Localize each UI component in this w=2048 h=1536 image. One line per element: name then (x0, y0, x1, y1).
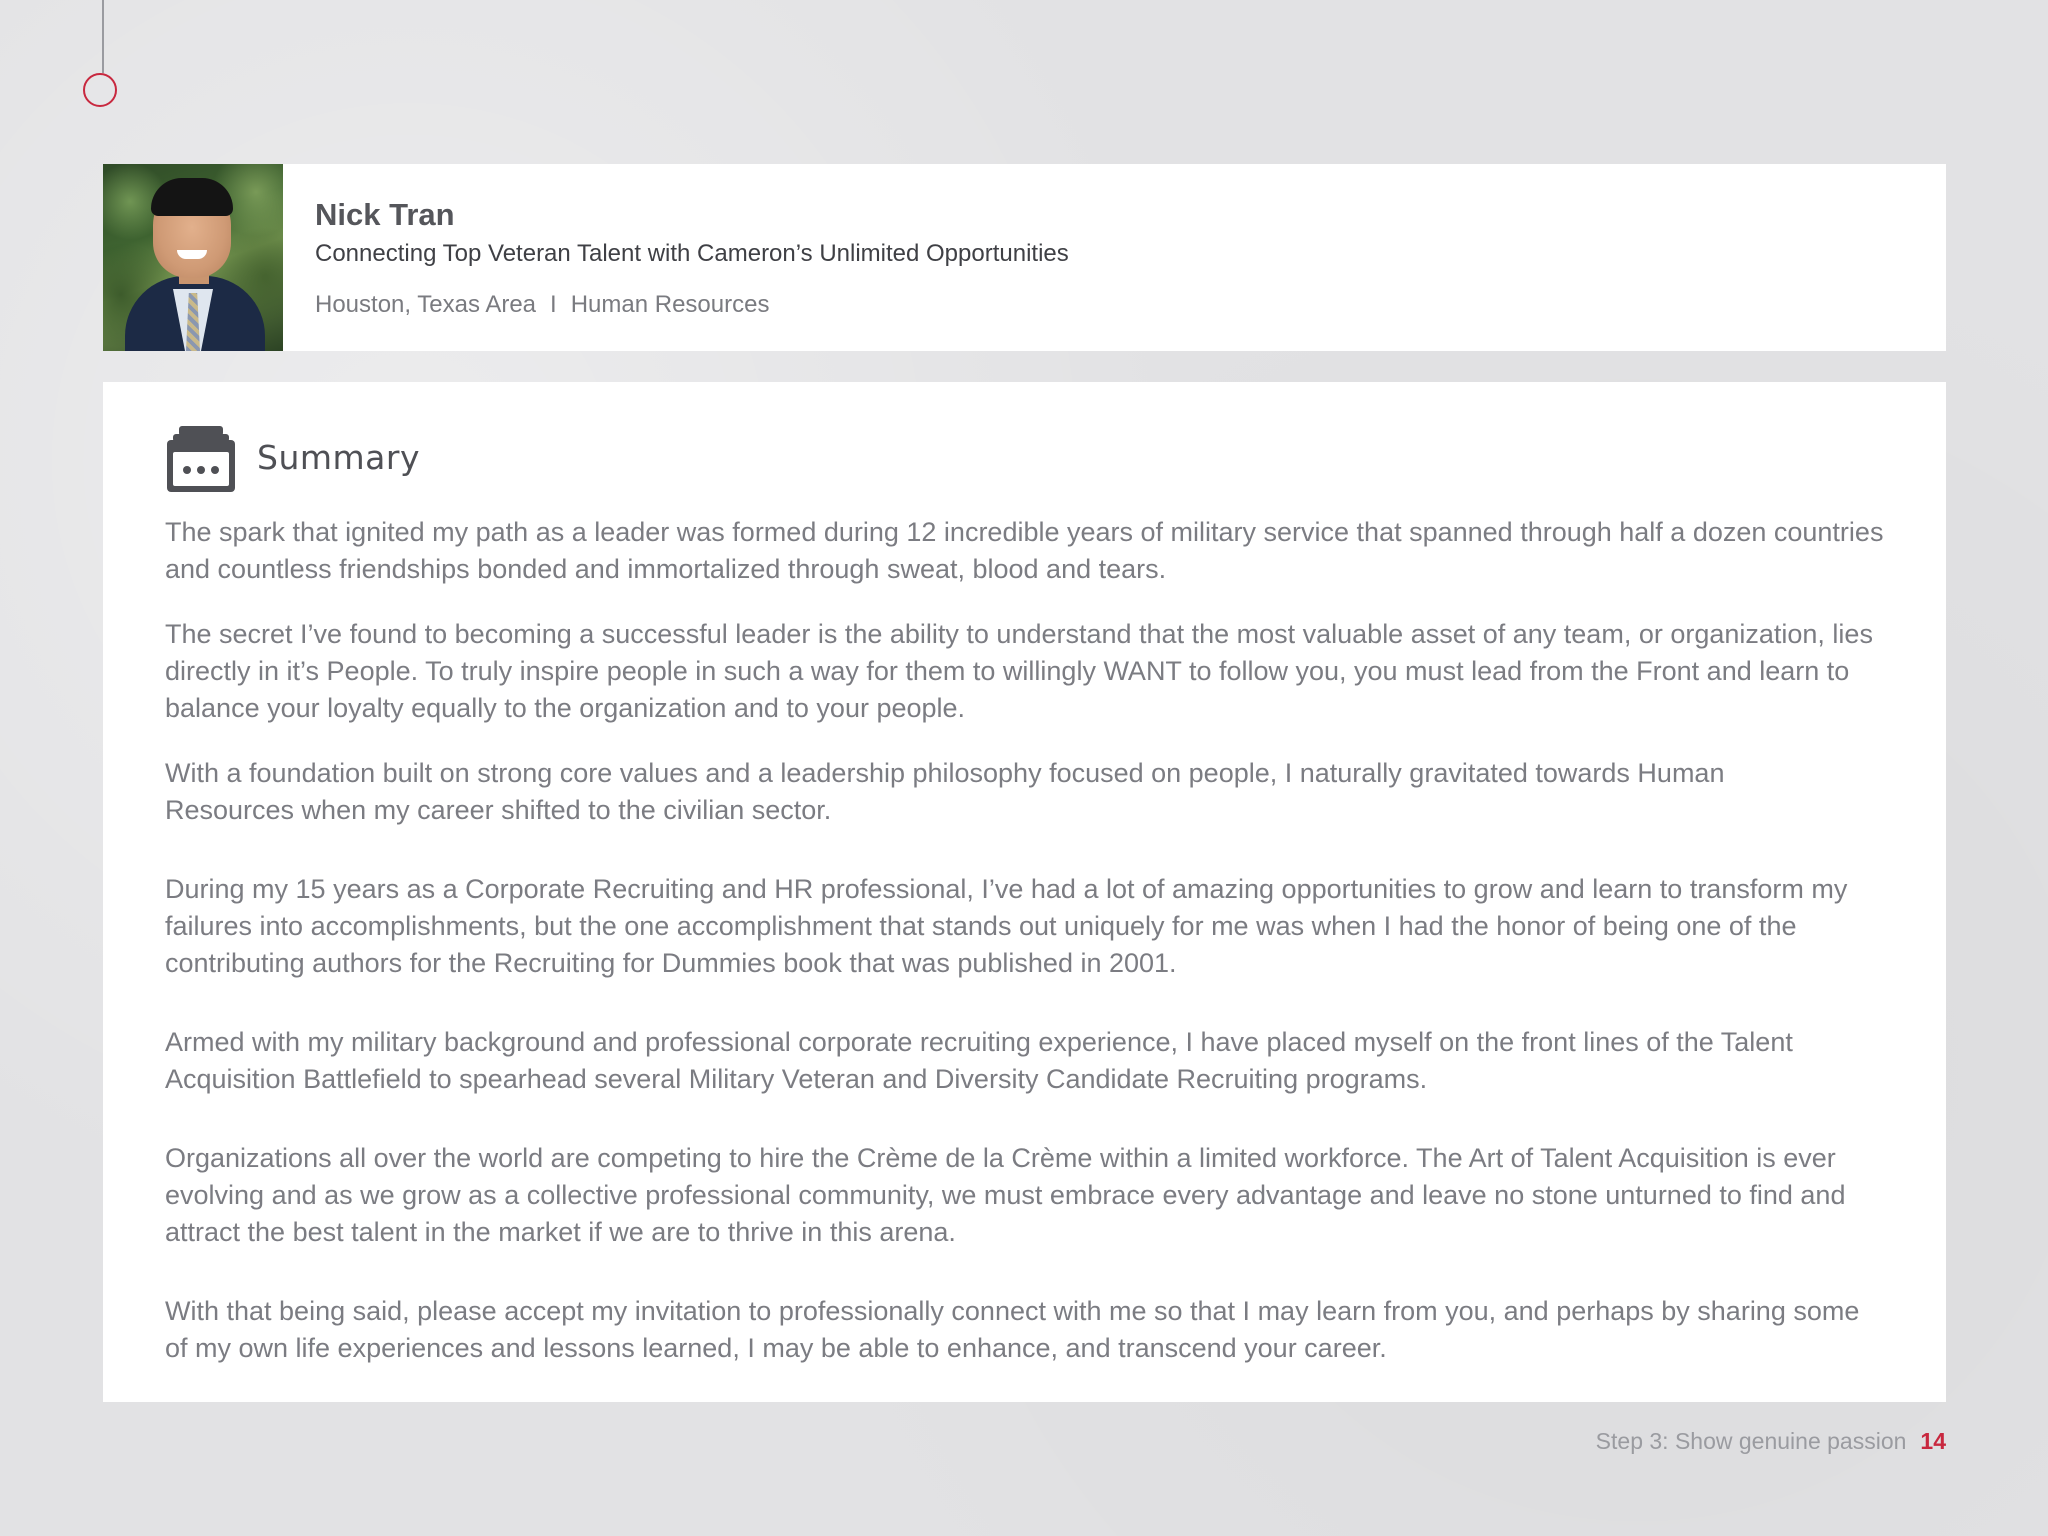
summary-body (165, 514, 1885, 1367)
profile-header-card (103, 164, 1946, 351)
profile-meta (315, 291, 1946, 320)
profile-location: Houston, Texas Area (315, 290, 537, 318)
page-number: 14 (1920, 1428, 1946, 1454)
summary-header (165, 424, 420, 494)
hanging-line-decoration (102, 0, 104, 73)
summary-paragraph: With that being said, please accept my invitation to professionally connect with me so that I may learn from you, and perhaps by sharing some of my own life experiences and lessons learned, I may be able to enhance, and transcend your career. (165, 1296, 1860, 1363)
summary-title: Summary (257, 437, 420, 477)
profile-photo[interactable] (103, 164, 283, 351)
summary-paragraph: The spark that ignited my path as a leader was formed during 12 incredible years of military service that spanned through half a dozen countries and countless friendships bonded and immortalized through sweat, blood and tears. (165, 517, 1884, 584)
summary-paragraph: During my 15 years as a Corporate Recruiting and HR professional, I’ve had a lot of amazing opportunities to grow and learn to transform my failures into accomplishments, but the one accomplishment that stands out uniquely for me was when I had the honor of being one of the contributing authors for the Recruiting for Dummies book that was published in 2001. (165, 874, 1848, 978)
profile-name[interactable]: Nick Tran (315, 197, 455, 232)
briefcase-icon (165, 424, 237, 494)
summary-paragraph: Armed with my military background and professional corporate recruiting experience, I have placed myself on the front lines of the Talent Acquisition Battlefield to spearhead several Military Veteran and Diversity Candidate Recruiting programs. (165, 1027, 1793, 1094)
meta-separator: I (550, 290, 557, 318)
profile-info (283, 164, 1946, 351)
footer-caption: Step 3: Show genuine passion (1595, 1428, 1907, 1454)
summary-paragraph: Organizations all over the world are competing to hire the Crème de la Crème within a limited workforce. The Art of Talent Acquisition is ever evolving and as we grow as a collective professional community, we must embrace every advantage and leave no stone unturned to find and attract the best talent in the market if we are to thrive in this arena. (165, 1143, 1846, 1247)
summary-card (103, 382, 1946, 1402)
profile-headline: Connecting Top Veteran Talent with Cameron’s Unlimited Opportunities (315, 240, 1069, 268)
ring-decoration-icon (83, 73, 117, 107)
summary-paragraph: With a foundation built on strong core values and a leadership philosophy focused on people, I naturally gravitated towards Human Resources when my career shifted to the civilian sector. (165, 758, 1725, 825)
summary-paragraph: The secret I’ve found to becoming a successful leader is the ability to understand that the most valuable asset of any team, or organization, lies directly in it’s People. To truly inspire people in such a way for them to willingly WANT to follow you, you must lead from the Front and learn to balance your loyalty equally to the organization and to your people. (165, 619, 1873, 723)
page-footer (1596, 1428, 1946, 1455)
profile-industry: Human Resources (570, 290, 770, 318)
